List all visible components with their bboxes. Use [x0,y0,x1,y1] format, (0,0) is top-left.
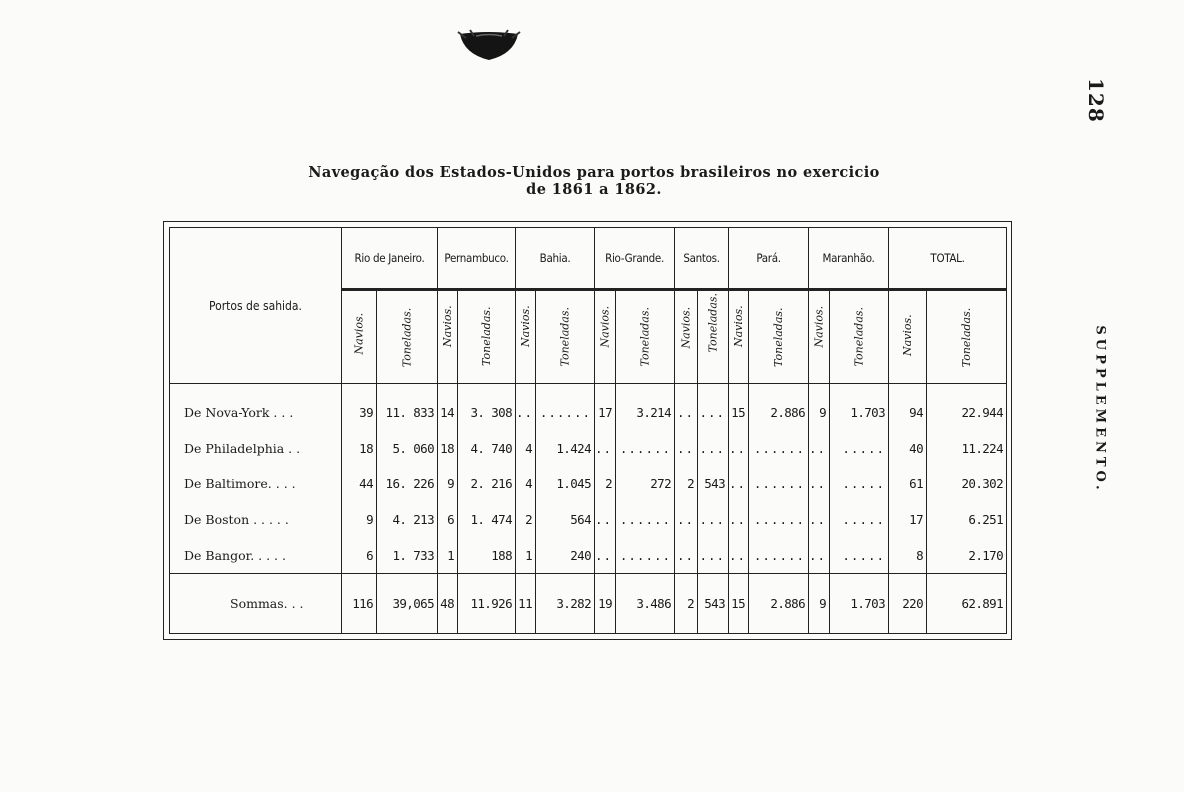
sub-header-navios-label: Navios. [679,306,693,348]
toneladas-cell: 1.703 [830,384,889,431]
column-header-place: Maranhão. [809,228,889,290]
toneladas-cell: ...... [536,384,595,431]
sub-header-toneladas-label: Toneladas. [960,307,974,367]
toneladas-cell: 240 [536,537,595,573]
navios-cell: 1 [516,537,536,573]
navios-cell: .. [809,466,830,502]
column-header-place: Pará. [729,228,809,290]
sub-header-navios-label: Navios. [519,304,532,347]
totals-row [170,574,1007,634]
navios-cell: 2 [516,502,536,538]
navios-cell: 9 [438,466,458,502]
navios-cell: 61 [889,466,927,502]
total-navios-cell: 2 [675,574,698,634]
total-navios-cell: 11 [516,574,536,634]
table-row [170,466,1007,502]
toneladas-cell: 6.251 [927,502,1007,538]
total-navios-cell: 15 [729,574,749,634]
toneladas-cell: 4. 213 [377,502,438,538]
navios-cell: 44 [342,466,377,502]
toneladas-cell: ... [698,430,729,466]
navios-cell: 15 [729,384,749,431]
toneladas-cell: 1. 474 [458,502,516,538]
page-title [214,164,974,198]
toneladas-cell: ..... [830,537,889,573]
sub-header-toneladas [616,290,675,384]
sub-header-toneladas-label: Toneladas. [706,292,720,352]
total-toneladas-cell: 3.282 [536,574,595,634]
total-toneladas-cell: 1.703 [830,574,889,634]
navios-cell: 14 [438,384,458,431]
navios-cell: 1 [438,537,458,573]
toneladas-cell: 4. 740 [458,430,516,466]
toneladas-cell: 1.045 [536,466,595,502]
sub-header-navios [675,290,698,384]
navios-cell: 40 [889,430,927,466]
toneladas-cell: ..... [830,466,889,502]
column-header-place: TOTAL. [889,228,1007,290]
sub-header-toneladas [536,290,595,384]
toneladas-cell: ...... [616,502,675,538]
total-navios-cell: 9 [809,574,830,634]
page-number: 128 [1084,78,1108,123]
navios-cell: 18 [342,430,377,466]
toneladas-cell: 5. 060 [377,430,438,466]
navios-cell: 8 [889,537,927,573]
total-toneladas-cell: 11.926 [458,574,516,634]
toneladas-cell: ...... [616,537,675,573]
navios-cell: 17 [595,384,616,431]
toneladas-cell: 22.944 [927,384,1007,431]
navios-cell: 4 [516,430,536,466]
column-header-place: Rio-Grande. [595,228,675,290]
total-toneladas-cell: 543 [698,574,729,634]
sub-header-toneladas-label: Toneladas. [852,306,866,366]
toneladas-cell: 11. 833 [377,384,438,431]
navios-cell: 94 [889,384,927,431]
toneladas-cell: 564 [536,502,595,538]
port-of-departure: De Boston . . . . . [170,502,342,538]
navios-cell: 2 [595,466,616,502]
navios-cell: .. [729,430,749,466]
sub-header-navios-label: Navios. [352,312,366,354]
navios-cell: .. [595,502,616,538]
table-row [170,384,1007,431]
toneladas-cell: 1.424 [536,430,595,466]
navios-cell: .. [675,537,698,573]
toneladas-cell: 16. 226 [377,466,438,502]
sub-header-navios-label: Navios. [598,305,612,347]
sub-header-toneladas-label: Toneladas. [400,307,414,367]
title-line-1: Navegação dos Estados-Unidos para portos brasileiros no exercicio [308,164,880,181]
sub-header-navios-label: Navios. [732,304,746,347]
toneladas-cell: 2. 216 [458,466,516,502]
toneladas-cell: ...... [749,537,809,573]
total-navios-cell: 116 [342,574,377,634]
sub-header-toneladas [927,290,1007,384]
table-row [170,430,1007,466]
row-header-ports: Portos de sahida. [170,228,342,384]
toneladas-cell: ...... [616,430,675,466]
toneladas-cell: 2.170 [927,537,1007,573]
printers-ornament-icon [456,28,522,62]
total-navios-cell: 19 [595,574,616,634]
sub-header-navios [889,290,927,384]
navios-cell: .. [809,502,830,538]
totals-label: Sommas. . . [170,574,342,634]
sub-header-toneladas [830,290,889,384]
navios-cell: 6 [342,537,377,573]
navios-cell: .. [675,430,698,466]
sub-header-navios-label: Navios. [812,305,826,347]
total-navios-cell: 48 [438,574,458,634]
sub-header-navios [729,290,749,384]
toneladas-cell: 543 [698,466,729,502]
navios-cell: 2 [675,466,698,502]
navios-cell: .. [675,384,698,431]
sub-header-toneladas [749,290,809,384]
toneladas-cell: ...... [749,466,809,502]
toneladas-cell: ... [698,537,729,573]
port-of-departure: De Baltimore. . . . [170,466,342,502]
navios-cell: 17 [889,502,927,538]
toneladas-cell: ..... [830,502,889,538]
toneladas-cell: 2.886 [749,384,809,431]
total-toneladas-cell: 62.891 [927,574,1007,634]
toneladas-cell: ... [698,384,729,431]
sub-header-toneladas-label: Toneladas. [480,305,493,366]
navios-cell: .. [595,430,616,466]
total-toneladas-cell: 3.486 [616,574,675,634]
table-row [170,537,1007,573]
sub-header-toneladas [458,290,516,384]
column-header-place: Rio de Janeiro. [342,228,438,290]
column-header-place: Bahia. [516,228,595,290]
navios-cell: .. [809,430,830,466]
port-of-departure: De Bangor. . . . . [170,537,342,573]
total-navios-cell: 220 [889,574,927,634]
sub-header-toneladas [698,290,729,384]
navios-cell: .. [729,502,749,538]
column-header-place: Santos. [675,228,729,290]
navios-cell: .. [595,537,616,573]
toneladas-cell: 3.214 [616,384,675,431]
sub-header-navios [516,290,536,384]
port-of-departure: De Nova-York . . . [170,384,342,431]
navios-cell: 9 [342,502,377,538]
toneladas-cell: 3. 308 [458,384,516,431]
navigation-table [169,227,1007,634]
toneladas-cell: 272 [616,466,675,502]
sub-header-toneladas-label: Toneladas. [638,306,652,367]
sub-header-navios [809,290,830,384]
toneladas-cell: ...... [749,430,809,466]
navios-cell: 18 [438,430,458,466]
toneladas-cell: ...... [749,502,809,538]
sub-header-toneladas-label: Toneladas. [558,306,572,367]
navios-cell: 6 [438,502,458,538]
navios-cell: 9 [809,384,830,431]
sub-header-toneladas [377,290,438,384]
toneladas-cell: 188 [458,537,516,573]
navios-cell: .. [729,466,749,502]
toneladas-cell: ... [698,502,729,538]
navios-cell: 39 [342,384,377,431]
total-toneladas-cell: 2.886 [749,574,809,634]
navios-cell: .. [729,537,749,573]
sub-header-navios-label: Navios. [901,313,915,356]
table-row [170,502,1007,538]
navios-cell: .. [809,537,830,573]
port-of-departure: De Philadelphia . . [170,430,342,466]
sub-header-navios [595,290,616,384]
navios-cell: 4 [516,466,536,502]
toneladas-cell: 20.302 [927,466,1007,502]
toneladas-cell: ..... [830,430,889,466]
column-header-place: Pernambuco. [438,228,516,290]
title-line-2: de 1861 a 1862. [526,181,662,198]
toneladas-cell: 1. 733 [377,537,438,573]
sub-header-toneladas-label: Toneladas. [772,306,786,367]
sub-header-navios [342,290,377,384]
sub-header-navios-label: Navios. [441,304,454,347]
running-head: SUPPLEMENTO. [1092,325,1108,494]
total-toneladas-cell: 39,065 [377,574,438,634]
sub-header-navios [438,290,458,384]
navios-cell: .. [516,384,536,431]
navios-cell: .. [675,502,698,538]
toneladas-cell: 11.224 [927,430,1007,466]
